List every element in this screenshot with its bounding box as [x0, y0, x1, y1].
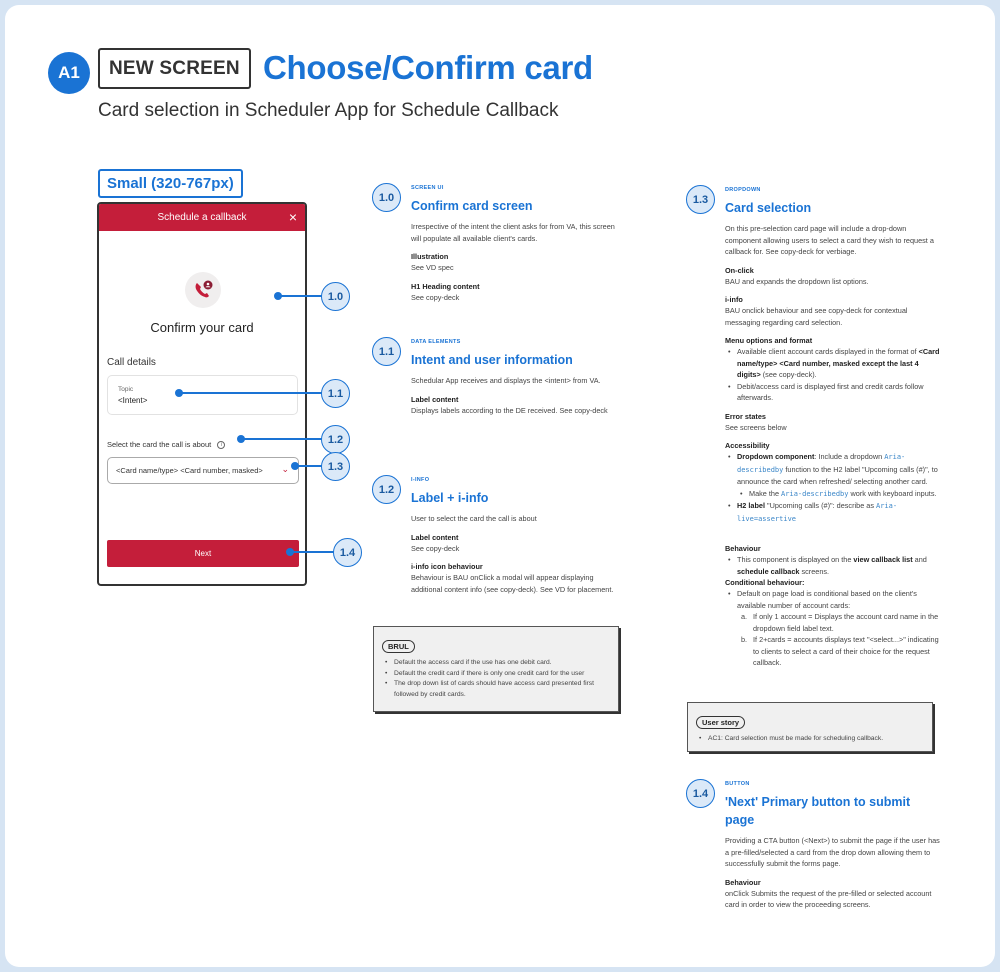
- spec-body: On this pre-selection card page will include a drop-down component allowing users to select a card they wish to request a callback for. See copy-deck for verbiage.: [725, 224, 934, 256]
- modal-title: Schedule a callback: [157, 212, 247, 223]
- confirm-card-heading: Confirm your card: [150, 320, 254, 335]
- spec-1-3: [692, 187, 940, 669]
- spec-title: Card selection: [725, 201, 812, 215]
- spec-body: BAU and expands the dropdown list options.: [725, 276, 869, 286]
- spec-1-1: [378, 339, 626, 416]
- spec-body: onClick Submits the request of the pre-filled or selected account card in order to view the proceeding screens.: [725, 888, 932, 909]
- spec-body: Irrespective of the intent the client asks for from VA, this screen will populate all available client's cards.: [411, 222, 615, 243]
- phone-callback-icon: [185, 272, 221, 308]
- callout-1-2: 1.2: [321, 425, 350, 454]
- info-icon[interactable]: i: [217, 441, 225, 449]
- callout-line: [290, 551, 334, 553]
- callout-1-4: 1.4: [333, 538, 362, 567]
- spec-body: See VD spec: [411, 263, 454, 272]
- spec-subheading: H1 Heading content: [411, 281, 480, 291]
- modal-header: [99, 204, 305, 231]
- next-button[interactable]: Next: [107, 540, 299, 567]
- user-story-note: [687, 702, 933, 752]
- spec-kicker: DROPDOWN: [725, 187, 761, 193]
- callout-1-3: 1.3: [321, 452, 350, 481]
- select-card-label-text: Select the card the call is about: [107, 440, 212, 449]
- conditional-list: [725, 588, 940, 669]
- spec-subheading: Error states: [725, 411, 766, 421]
- callout-line: [295, 465, 322, 467]
- brul-item: • Default the access card if the use has one debit card.: [382, 658, 610, 669]
- section-badge: A1: [48, 52, 90, 94]
- spec-subheading: Accessibility: [725, 441, 770, 450]
- spec-body: Schedular App receives and displays the <intent> from VA.: [411, 376, 601, 385]
- accessibility-list: [725, 451, 940, 525]
- spec-subheading: On-click: [725, 265, 754, 275]
- list-item: • H2 label "Upcoming calls (#)": describe as Aria-live=assertive: [725, 500, 940, 525]
- brul-pill: BRUL: [382, 640, 415, 653]
- callout-1-0: 1.0: [321, 282, 350, 311]
- page-subtitle: Card selection in Scheduler App for Schedule Callback: [98, 100, 559, 121]
- spec-title: Confirm card screen: [411, 199, 533, 213]
- spec-subheading: Label content: [411, 394, 459, 404]
- spec-subheading: Behaviour: [725, 877, 761, 887]
- callout-line: [278, 295, 322, 297]
- callout-line: [179, 392, 322, 394]
- callout-1-1: 1.1: [321, 379, 350, 408]
- spec-subheading: i-info: [725, 295, 743, 304]
- spec-subheading: Conditional behaviour:: [725, 578, 805, 587]
- select-card-label: [107, 440, 225, 449]
- new-screen-tag: NEW SCREEN: [98, 48, 251, 89]
- list-item: • Dropdown component: Include a dropdown Aria-describedby function to the H2 label "Upcoming calls (#)", to announce the card when refreshed/ selecting another card. • Make the Aria-describedby work with keyboard inputs.: [725, 451, 940, 500]
- spec-kicker: I-INFO: [411, 477, 430, 483]
- spec-subheading: Behaviour: [725, 544, 761, 553]
- menu-options-list: [725, 346, 940, 404]
- list-item: • Debit/access card is displayed first and credit cards follow afterwards.: [725, 381, 940, 404]
- spec-page: [5, 5, 995, 967]
- spec-body: Displays labels according to the DE received. See copy-deck: [411, 405, 608, 415]
- call-details-label: Call details: [107, 357, 156, 368]
- list-item: • This component is displayed on the view callback list and schedule callback screens.: [725, 554, 940, 577]
- spec-subheading: Label content: [411, 532, 459, 542]
- spec-body: Providing a CTA button (<Next>) to submit the page if the user has a pre-filled/selected a card from the drop down allowing them to successfully submit the forms page.: [725, 836, 940, 868]
- behaviour-list: [725, 554, 940, 577]
- card-dropdown[interactable]: [107, 457, 299, 484]
- spec-1-0: [378, 185, 626, 303]
- spec-1-2: [378, 477, 626, 595]
- user-story-item: • AC1: Card selection must be made for scheduling callback.: [696, 734, 924, 745]
- spec-body: User to select the card the call is about: [411, 514, 537, 523]
- spec-badge: 1.2: [372, 475, 401, 504]
- spec-1-4: [692, 781, 940, 911]
- spec-body: See copy-deck: [411, 543, 460, 553]
- topic-card: [107, 375, 298, 415]
- brul-note: [373, 626, 619, 712]
- spec-title: 'Next' Primary button to submit page: [725, 795, 911, 827]
- brul-item: • Default the credit card if there is only one credit card for the user: [382, 669, 610, 680]
- topic-value: <Intent>: [118, 396, 148, 405]
- brul-item: • The drop down list of cards should have access card presented first followed by credit cards.: [382, 679, 610, 700]
- page-title: Choose/Confirm card: [263, 49, 593, 86]
- breakpoint-label: Small (320-767px): [98, 169, 243, 198]
- spec-badge: 1.3: [686, 185, 715, 214]
- spec-subheading: Menu options and format: [725, 336, 813, 345]
- spec-title: Intent and user information: [411, 353, 573, 367]
- spec-kicker: DATA ELEMENTS: [411, 339, 461, 345]
- spec-badge: 1.0: [372, 183, 401, 212]
- list-item: • Available client account cards displayed in the format of <Card name/type> <Card number, masked except the last 4 digits> (see copy-deck).: [725, 346, 940, 381]
- spec-body: Behaviour is BAU onClick a modal will appear displaying additional content info (see copy-deck). See VD for placement.: [411, 573, 614, 594]
- list-item: b. If 2+cards = accounts displays text "<select...>" indicating to clients to select a card of their choice for the request callback.: [741, 635, 939, 667]
- spec-title: Label + i-info: [411, 491, 489, 505]
- spec-body: See screens below: [725, 422, 787, 432]
- spec-badge: 1.1: [372, 337, 401, 366]
- spec-kicker: BUTTON: [725, 781, 750, 787]
- phone-mockup: [97, 202, 307, 586]
- spec-body: See copy-deck: [411, 292, 460, 302]
- callout-line: [241, 438, 322, 440]
- spec-kicker: SCREEN UI: [411, 185, 444, 191]
- spec-subheading: i-info icon behaviour: [411, 562, 483, 571]
- spec-subheading: Illustration: [411, 252, 449, 261]
- spec-badge: 1.4: [686, 779, 715, 808]
- list-item: • Make the Aria-describedby work with keyboard inputs.: [737, 488, 940, 501]
- list-item: a. If only 1 account = Displays the account card name in the dropdown field label text.: [741, 612, 939, 633]
- user-story-pill: User story: [696, 716, 745, 729]
- spec-body: BAU onclick behaviour and see copy-deck for contextual messaging regarding card selection.: [725, 306, 908, 327]
- topic-label: Topic: [118, 386, 134, 393]
- card-dropdown-value: <Card name/type> <Card number, masked>: [116, 466, 263, 475]
- close-icon[interactable]: ×: [288, 209, 297, 225]
- list-item: • Default on page load is conditional based on the client's available number of account cards: a. If only 1 account = Displays the account card name in the dropdown field label text. b. If 2+cards = accounts displays text "<select...>" indicating to clients to select a card of their choice for the request callback.: [725, 588, 940, 669]
- chevron-down-icon: ⌄: [281, 464, 289, 474]
